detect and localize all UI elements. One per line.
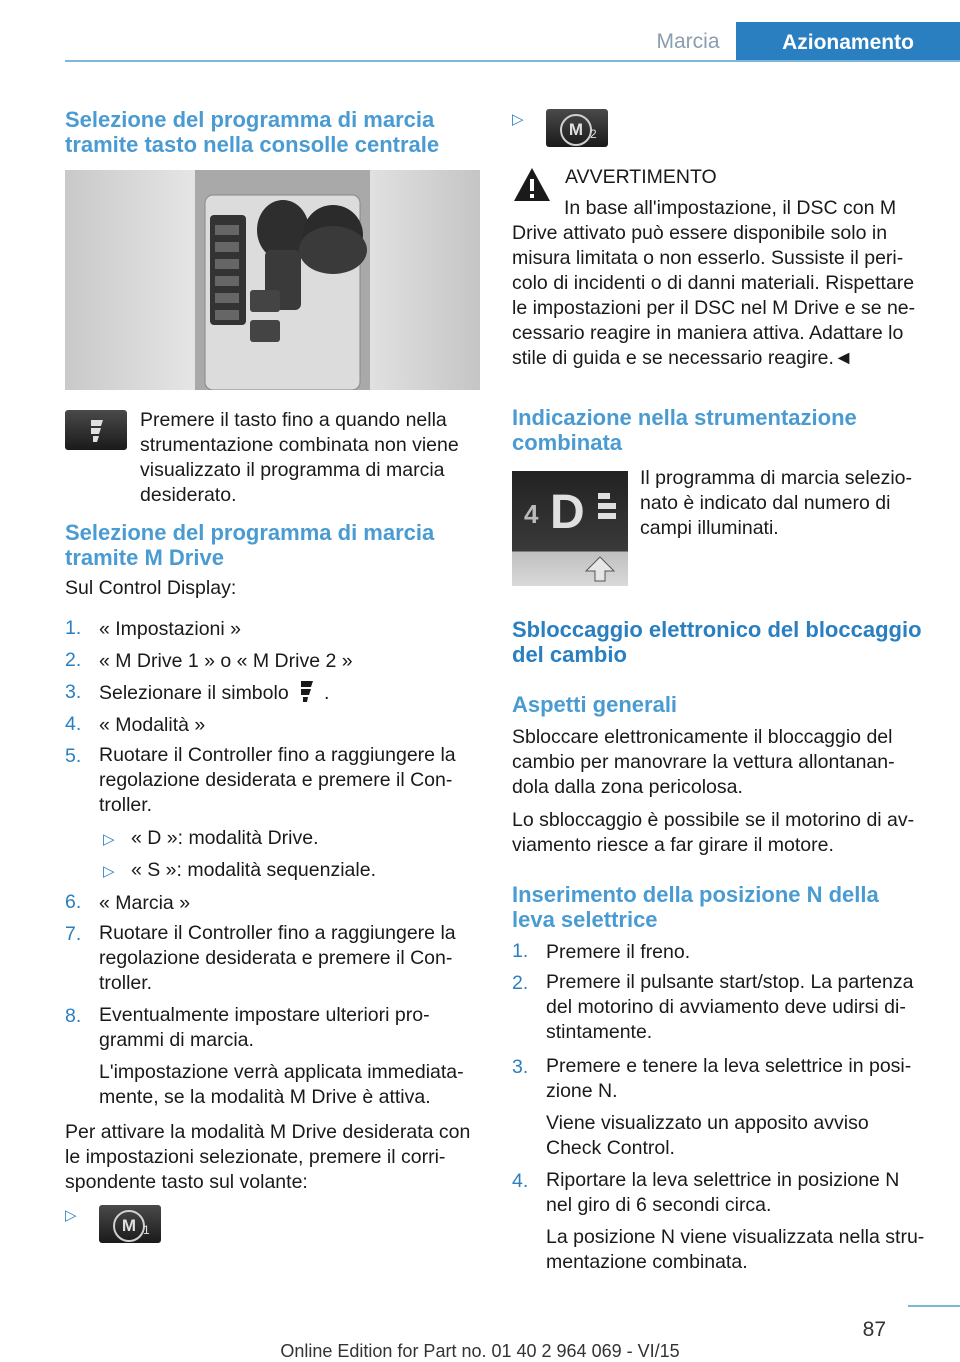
m2-button-icon — [546, 109, 608, 147]
step-number: 8. — [65, 1005, 82, 1027]
sub-list-item: « D »: modalità Drive. — [131, 827, 319, 849]
edition-footer: Online Edition for Part no. 01 40 2 964 069 - VI/15 — [280, 1341, 680, 1361]
warning-text: In base all'impostazione, il DSC con M Drive attivato può essere disponibile solo in misura limitata o non esserlo. Sussiste il peri-colo di incidenti o di danni materiali. Rispettare le impostazioni per il DSC nel M Drive e se ne-cessario reagire in maniera attiva. Adattare lo stile di guida e se necessario reagire.◄ — [512, 197, 916, 369]
step-number: 5. — [65, 745, 82, 767]
step-note: La posizione N viene visualizzata nella stru-mentazione combinata. — [546, 1226, 925, 1273]
heading-position-n: Inserimento della posizione N della leva selettrice — [512, 882, 879, 932]
list-item: Riportare la leva selettrice in posizione N nel giro di 6 secondi circa. — [546, 1169, 900, 1216]
heading-cluster-display: Indicazione nella strumentazione combinata — [512, 405, 857, 455]
step-number: 3. — [65, 681, 82, 703]
heading-console-button: Selezione del programma di marcia tramite tasto nella consolle centrale — [65, 107, 440, 157]
list-item-end: . — [324, 682, 330, 704]
triangle-bullet-icon: ▷ — [103, 831, 115, 848]
list-item: Premere e tenere la leva selettrice in posi-zione N. — [546, 1055, 912, 1102]
drive-program-button-icon — [65, 410, 127, 450]
heading-electronic-unlock: Sbloccaggio elettronico del bloccaggio del cambio — [512, 617, 922, 667]
list-item: Ruotare il Controller fino a raggiungere la regolazione desiderata e premere il Con-troller. — [99, 744, 456, 816]
step-note: Viene visualizzato un apposito avviso Check Control. — [546, 1112, 869, 1159]
section-label: Marcia — [656, 30, 720, 53]
instrument-cluster-image — [512, 471, 628, 586]
heading-m-drive: Selezione del programma di marcia tramite M Drive — [65, 520, 435, 570]
up-arrow-icon — [584, 555, 616, 588]
paragraph-cluster: Il programma di marcia selezio-nato è indicato dal numero di campi illuminati. — [640, 467, 913, 539]
program-fields-icon — [594, 491, 620, 536]
paragraph-activate-m-drive: Per attivare la modalità M Drive desiderata con le impostazioni selezionate, premere il corri-spondente tasto sul volante: — [65, 1121, 471, 1193]
gear-letter: D — [550, 486, 585, 539]
step-number: 3. — [512, 1056, 529, 1078]
list-item: Eventualmente impostare ulteriori pro-grammi di marcia. — [99, 1004, 430, 1051]
step-note: L'impostazione verrà applicata immediata-mente, se la modalità M Drive è attiva. — [99, 1061, 464, 1108]
heading-general: Aspetti generali — [512, 692, 678, 717]
step-number: 7. — [65, 923, 82, 945]
step-number: 6. — [65, 891, 82, 913]
list-item: « Modalità » — [99, 714, 206, 736]
step-number: 4. — [65, 713, 82, 735]
header-rule — [65, 60, 960, 62]
step-number: 2. — [512, 972, 529, 994]
gear-number: 4 — [524, 499, 539, 529]
console-photo — [65, 170, 480, 390]
intro-control-display: Sul Control Display: — [65, 577, 237, 599]
list-item: Selezionare il simbolo — [99, 682, 289, 704]
step-number: 2. — [65, 649, 82, 671]
triangle-bullet-icon: ▷ — [103, 863, 115, 880]
footer-rule — [908, 1305, 960, 1307]
step-number: 1. — [65, 617, 82, 639]
triangle-bullet-icon: ▷ — [512, 111, 524, 128]
list-item: Premere il freno. — [546, 941, 691, 963]
step-number: 4. — [512, 1170, 529, 1192]
m2-sub: 2 — [590, 127, 597, 141]
list-item: Ruotare il Controller fino a raggiungere la regolazione desiderata e premere il Con-troller. — [99, 922, 456, 994]
paragraph-press-button: Premere il tasto fino a quando nella strumentazione combinata non viene visualizzato il programma di marcia desiderato. — [140, 409, 459, 506]
list-item: Premere il pulsante start/stop. La partenza del motorino di avviamento deve udirsi di-stintamente. — [546, 971, 914, 1043]
m1-button-icon — [99, 1205, 161, 1243]
list-item: « M Drive 1 » o « M Drive 2 » — [99, 650, 353, 672]
sub-list-item: « S »: modalità sequenziale. — [131, 859, 376, 881]
paragraph-general-1: Sbloccare elettronicamente il bloccaggio del cambio per manovrare la vettura allontanan-dola dalla zona pericolosa. — [512, 726, 895, 798]
m1-label: M — [113, 1210, 145, 1242]
paragraph-general-2: Lo sbloccaggio è possibile se il motorino di av-viamento riesce a far girare il motore. — [512, 809, 915, 856]
page-number: 87 — [862, 1318, 886, 1341]
m2-label: M — [560, 114, 592, 146]
drive-program-symbol-icon — [297, 678, 317, 704]
step-number: 1. — [512, 940, 529, 962]
list-item: « Impostazioni » — [99, 618, 241, 640]
chapter-tab: Azionamento — [736, 22, 960, 62]
warning-title: AVVERTIMENTO — [565, 166, 717, 188]
list-item: « Marcia » — [99, 892, 191, 914]
triangle-bullet-icon: ▷ — [65, 1207, 77, 1224]
m1-sub: 1 — [143, 1223, 150, 1237]
